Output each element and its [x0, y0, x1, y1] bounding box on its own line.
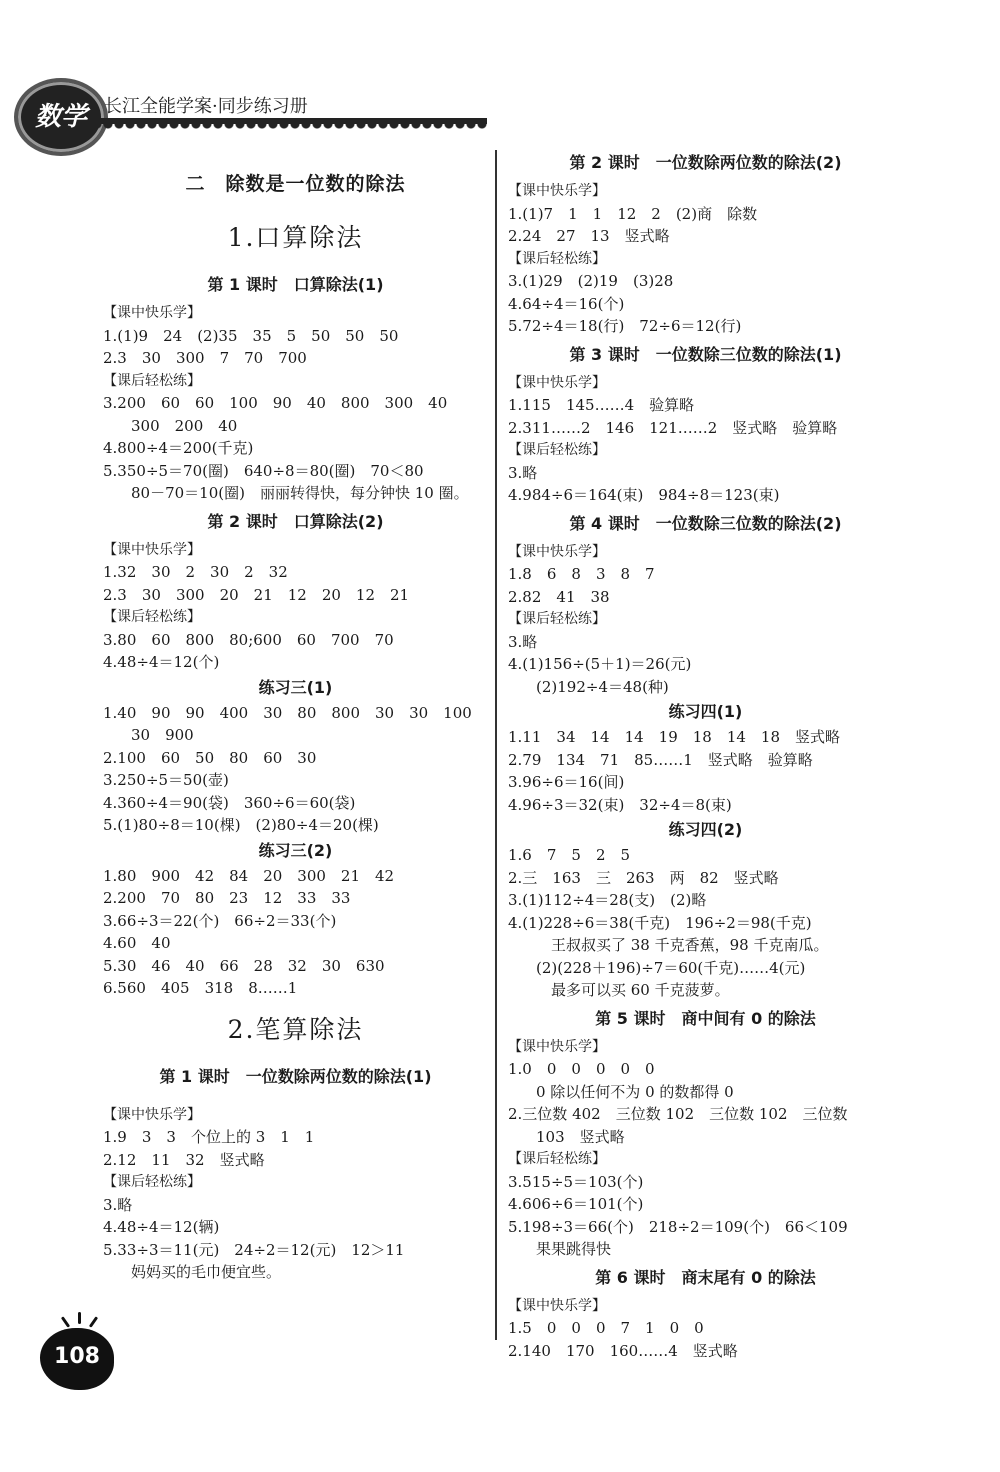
page-number: 108: [54, 1344, 100, 1369]
answer-line: 5.33÷3＝11(元) 24÷2＝12(元) 12＞11: [103, 1240, 405, 1259]
chapter-title: 二 除数是一位数的除法: [185, 173, 406, 195]
answer-line: 2.82 41 38: [508, 587, 610, 606]
section-tag: 【课中快乐学】: [508, 543, 606, 560]
answer-line: 6.560 405 318 8……1: [103, 979, 298, 997]
answer-line: 1.115 145……4 验算略: [508, 396, 695, 414]
answer-line: 4.64÷4＝16(个): [508, 294, 625, 313]
answer-line: 1.(1)7 1 1 12 2 (2)商 除数: [508, 204, 758, 223]
exercise-title: 练习三(1): [258, 677, 333, 697]
section-tag: 【课中快乐学】: [508, 1297, 606, 1314]
answer-line: 2.3 30 300 7 70 700: [103, 349, 307, 367]
answer-line: 1.5 0 0 0 7 1 0 0: [508, 1319, 704, 1337]
answer-line-continued: 30 900: [131, 726, 194, 744]
lesson-title: 第 4 课时 一位数除三位数的除法(2): [569, 513, 842, 533]
section-tag: 【课后轻松练】: [508, 611, 606, 627]
lesson-title: 第 6 课时 商末尾有 0 的除法: [595, 1267, 816, 1287]
answer-line: 2.311……2 146 121……2 竖式略 验算略: [508, 418, 838, 437]
exercise-title: 练习三(2): [258, 840, 333, 860]
answer-line: 4.(1)228÷6＝38(千克) 196÷2＝98(千克): [508, 913, 812, 932]
answer-line: 1.9 3 3 个位上的 3 1 1: [103, 1128, 315, 1146]
lesson-title: 第 2 课时 口算除法(2): [207, 511, 384, 531]
answer-line: 4.360÷4＝90(袋) 360÷6＝60(袋): [103, 793, 356, 812]
section-title: 1.口算除法: [227, 223, 364, 252]
section-tag: 【课中快乐学】: [508, 183, 606, 199]
answer-line: 1.11 34 14 14 19 18 14 18 竖式略: [508, 728, 841, 746]
answer-line: 5.72÷4＝18(行) 72÷6＝12(行): [508, 317, 742, 335]
answer-line: 3.250÷5＝50(壶): [103, 771, 229, 789]
answer-line: 4.984÷6＝164(束) 984÷8＝123(束): [508, 486, 780, 504]
right-column: [508, 146, 903, 1362]
answer-line-continued: (2)(228＋196)÷7＝60(千克)……4(元): [536, 958, 806, 977]
answer-line: 2.24 27 13 竖式略: [508, 227, 670, 245]
answer-line: 5.198÷3＝66(个) 218÷2＝109(个) 66＜109: [508, 1217, 848, 1236]
section-tag: 【课中快乐学】: [103, 541, 201, 558]
section-tag: 【课后轻松练】: [508, 1151, 606, 1167]
section-tag: 【课后轻松练】: [103, 609, 201, 625]
answer-line-continued: 0 除以任何不为 0 的数都得 0: [536, 1082, 734, 1101]
answer-line: 5.30 46 40 66 28 32 30 630: [103, 956, 385, 975]
answer-line-continued: 最多可以买 60 千克菠萝。: [536, 981, 730, 999]
answer-line: 4.800÷4＝200(千克): [103, 439, 254, 457]
section-tag: 【课中快乐学】: [103, 1106, 201, 1123]
section-title: 2.笔算除法: [227, 1014, 364, 1044]
page-header: [0, 0, 1000, 160]
answer-line: 2.三位数 402 三位数 102 三位数 102 三位数: [508, 1105, 848, 1123]
column-divider: [495, 150, 497, 1340]
answer-line: 2.140 170 160……4 竖式略: [508, 1341, 738, 1360]
answer-line: 1.0 0 0 0 0 0: [508, 1060, 655, 1078]
answer-line: 3.(1)112÷4＝28(支) (2)略: [508, 891, 707, 909]
answer-line: 5.350÷5＝70(圈) 640÷8＝80(圈) 70＜80: [103, 461, 424, 480]
answer-line: 3.略: [508, 463, 538, 482]
answer-line-continued: 300 200 40: [131, 416, 238, 435]
answer-line-continued: 果果跳得快: [536, 1240, 612, 1258]
answer-line: 3.略: [103, 1195, 133, 1214]
section-tag: 【课后轻松练】: [103, 372, 201, 389]
answer-line: 1.8 6 8 3 8 7: [508, 565, 655, 583]
answer-line: 5.(1)80÷8＝10(棵) (2)80÷4＝20(棵): [103, 816, 379, 834]
subject-badge-text: 数学: [34, 102, 87, 132]
subject-badge: [14, 78, 108, 156]
answer-line: 1.40 90 90 400 30 80 800 30 30 100: [103, 703, 472, 722]
sun-rays-icon: [60, 1312, 100, 1328]
answer-line: 2.3 30 300 20 21 12 20 12 21: [103, 585, 410, 604]
answer-line: 2.79 134 71 85……1 竖式略 验算略: [508, 750, 813, 769]
answer-line: 3.(1)29 (2)19 (3)28: [508, 272, 674, 290]
header-decoration: [92, 124, 487, 132]
lesson-title: 第 1 课时 口算除法(1): [207, 275, 384, 294]
answer-line: 3.515÷5＝103(个): [508, 1172, 644, 1191]
answer-line: 3.96÷6＝16(间): [508, 773, 625, 791]
answer-line-continued: 80－70＝10(圈) 丽丽转得快，每分钟快 10 圈。: [131, 484, 469, 502]
answer-line: 1.32 30 2 30 2 32: [103, 563, 288, 581]
answer-line-continued: 103 竖式略: [536, 1127, 625, 1146]
left-column: [103, 160, 488, 1284]
answer-line: 4.48÷4＝12(个): [103, 653, 220, 671]
answer-line-continued: 王叔叔买了 38 千克香蕉，98 千克南瓜。: [536, 936, 829, 954]
answer-line: 3.80 60 800 80;600 60 700 70: [103, 630, 394, 649]
exercise-title: 练习四(2): [668, 820, 743, 839]
answer-line: 3.略: [508, 632, 538, 651]
section-tag: 【课后轻松练】: [508, 250, 606, 267]
answer-line-continued: 妈妈买的毛巾便宜些。: [131, 1263, 282, 1281]
section-tag: 【课后轻松练】: [103, 1174, 201, 1190]
answer-line-continued: (2)192÷4＝48(种): [536, 677, 669, 696]
answer-line: 2.200 70 80 23 12 33 33: [103, 889, 351, 907]
answer-line: 3.66÷3＝22(个) 66÷2＝33(个): [103, 911, 337, 930]
lesson-title: 第 3 课时 一位数除三位数的除法(1): [569, 344, 842, 364]
answer-line: 3.200 60 60 100 90 40 800 300 40: [103, 394, 448, 412]
section-tag: 【课中快乐学】: [508, 1038, 606, 1055]
spacer: [103, 1094, 488, 1104]
exercise-title: 练习四(1): [668, 702, 743, 721]
answer-line: 4.(1)156÷(5＋1)＝26(元): [508, 655, 692, 673]
series-title: 长江全能学案·同步练习册: [104, 96, 308, 117]
section-tag: 【课中快乐学】: [103, 305, 201, 321]
answer-line: 1.(1)9 24 (2)35 35 5 50 50 50: [103, 326, 399, 345]
answer-line: 4.48÷4＝12(辆): [103, 1218, 220, 1236]
section-tag: 【课中快乐学】: [508, 374, 606, 391]
section-tag: 【课后轻松练】: [508, 442, 606, 458]
answer-line: 4.606÷6＝101(个): [508, 1195, 644, 1213]
page-number-badge: [40, 1318, 120, 1398]
answer-line: 4.96÷3＝32(束) 32÷4＝8(束): [508, 795, 732, 814]
answer-line: 1.6 7 5 2 5: [508, 846, 631, 864]
answer-line: 4.60 40: [103, 934, 171, 952]
answer-line: 2.100 60 50 80 60 30: [103, 748, 317, 767]
lesson-title: 第 2 课时 一位数除两位数的除法(2): [569, 153, 842, 172]
answer-line: 2.12 11 32 竖式略: [103, 1150, 265, 1169]
lesson-title: 第 5 课时 商中间有 0 的除法: [595, 1008, 816, 1028]
lesson-title: 第 1 课时 一位数除两位数的除法(1): [159, 1066, 432, 1086]
answer-line: 1.80 900 42 84 20 300 21 42: [103, 866, 395, 885]
answer-line: 2.三 163 三 263 两 82 竖式略: [508, 868, 779, 887]
